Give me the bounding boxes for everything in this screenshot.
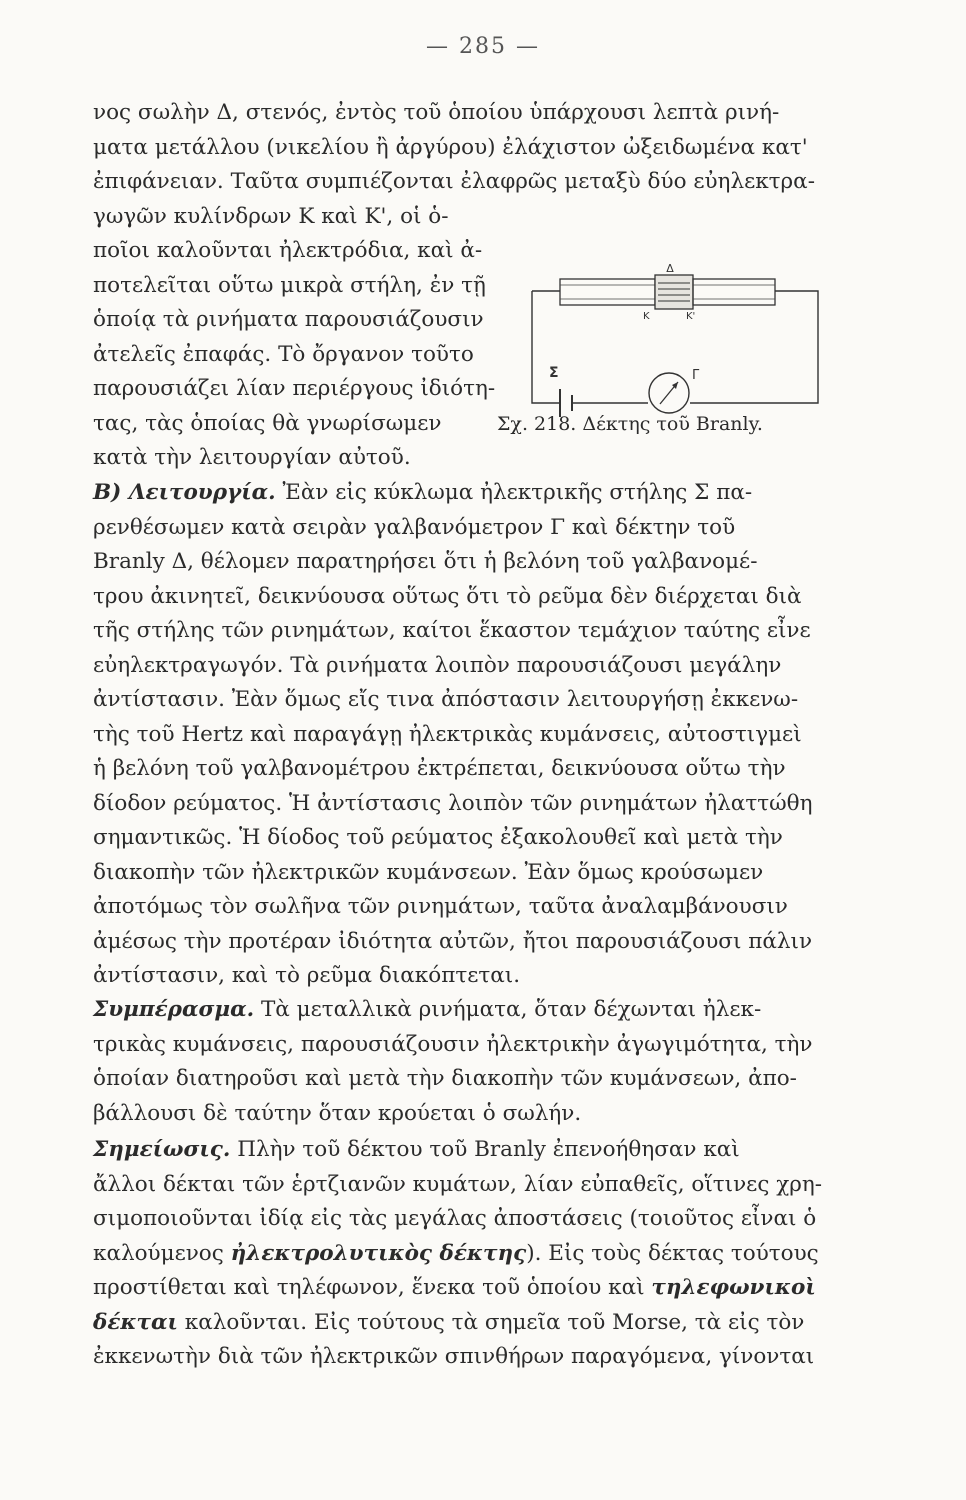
operation-paragraph	[93, 476, 843, 994]
text-span: καλοῦνται. Εἰς τούτους τὰ σημεῖα τοῦ Morse, τὰ εἰς τὸν	[177, 1309, 805, 1335]
text-line: νος σωλὴν Δ, στενός, ἐντὸς τοῦ ὁποίου ὑπάρχουσι λεπτὰ ρινή-	[93, 100, 780, 125]
page-number: — 285 —	[426, 34, 540, 59]
text-line: ἀποτόμως τὸν σωλῆνα τῶν ρινημάτων, ταῦτα ἀναλαμβάνουσιν	[93, 894, 788, 919]
text-line: ματα μετάλλου (νικελίου ἢ ἀργύρου) ἐλάχιστον ὠξειδωμένα κατ'	[93, 134, 808, 160]
text-line	[93, 993, 843, 1028]
text-span: Πλὴν τοῦ δέκτου τοῦ Branly ἐπενοήθησαν καὶ	[230, 1137, 740, 1162]
text-line	[93, 1271, 843, 1306]
text-span: Ἐὰν εἰς κύκλωμα ἠλεκτρικῆς στήλης Σ πα-	[275, 480, 753, 505]
text-line: παρουσιάζει λίαν περιέργους ἰδιότη-	[93, 376, 496, 401]
text-line	[93, 1133, 843, 1168]
text-line: ἀμέσως τὴν προτέραν ἰδιότητα αὐτῶν, ἤτοι παρουσιάζουσι πάλιν	[93, 928, 813, 954]
text-line: ποῖοι καλοῦνται ἠλεκτρόδια, καὶ ἀ-	[93, 238, 483, 263]
label-delta: Δ	[666, 262, 674, 275]
section-heading: Συμπέρασμα.	[93, 997, 255, 1022]
text-line: ἄλλοι δέκται τῶν ἑρτζιανῶν κυμάτων, λίαν εὐπαθεῖς, οἵτινες χρη-	[93, 1171, 823, 1197]
text-line: τας, τὰς ὁποίας θὰ γνωρίσωμεν	[93, 410, 442, 436]
text-line: γωγῶν κυλίνδρων Κ καὶ Κ', οἱ ὁ-	[93, 203, 449, 229]
text-line: ποτελεῖται οὕτω μικρὰ στήλη, ἐν τῇ	[93, 272, 486, 298]
text-line: εὐηλεκτραγωγόν. Τὰ ρινήματα λοιπὸν παρουσιάζουσι μεγάλην	[93, 652, 782, 678]
branly-receiver-figure	[520, 258, 820, 438]
term-receivers: δέκται	[93, 1309, 178, 1335]
label-sigma: Σ	[549, 365, 559, 381]
term-electrolytic-receiver: ἠλεκτρολυτικὸς δέκτης	[230, 1240, 527, 1266]
label-k-prime: Κ'	[686, 311, 696, 322]
label-gamma: Γ	[692, 368, 700, 383]
text-line: σημαντικῶς. Ἡ δίοδος τοῦ ρεύματος ἐξακολουθεῖ καὶ μετὰ τὴν	[93, 825, 783, 850]
figure-caption: Σχ. 218. Δέκτης τοῦ Branly.	[497, 413, 763, 435]
text-line: ὁποίᾳ τὰ ρινήματα παρουσιάζουσιν	[93, 307, 484, 332]
text-line: διακοπὴν τῶν ἠλεκτρικῶν κυμάνσεων. Ἐὰν ὅμως κρούσωμεν	[93, 859, 764, 885]
text-line: Branly Δ, θέλομεν παρατηρήσει ὅτι ἡ βελόνη τοῦ γαλβανομέ-	[93, 549, 758, 574]
text-line: ἀντίστασιν, καὶ τὸ ρεῦμα διακόπτεται.	[93, 963, 521, 988]
term-telephonic: τηλεφωνικοὶ	[651, 1275, 816, 1300]
section-heading: Σημείωσις.	[93, 1137, 231, 1162]
section-heading: Β) Λειτουργία.	[93, 480, 276, 505]
text-line: ἐπιφάνειαν. Ταῦτα συμπιέζονται ἐλαφρῶς μεταξὺ δύο εὐηλεκτρα-	[93, 169, 815, 194]
text-line: σιμοποιοῦνται ἰδίᾳ εἰς τὰς μεγάλας ἀποστάσεις (τοιοῦτος εἶναι ὁ	[93, 1206, 817, 1231]
electrode-k-prime	[693, 279, 775, 305]
label-k: Κ	[643, 311, 650, 322]
text-line: ὁποίαν διατηροῦσι καὶ μετὰ τὴν διακοπὴν τῶν κυμάνσεων, ἀπο-	[93, 1066, 797, 1091]
text-line	[93, 476, 843, 511]
text-line: κατὰ τὴν λειτουργίαν αὐτοῦ.	[93, 445, 411, 470]
text-line: τὴς τοῦ Hertz καὶ παραγάγῃ ἠλεκτρικὰς κυμάνσεις, αὐτοστιγμεὶ	[93, 721, 802, 747]
conclusion-paragraph	[93, 993, 843, 1131]
text-span: προστίθεται καὶ τηλέφωνον, ἕνεκα τοῦ ὁποίου καὶ	[93, 1275, 652, 1300]
circuit-wire	[690, 291, 818, 403]
text-line: ρενθέσωμεν κατὰ σειρὰν γαλβανόμετρον Γ καὶ δέκτην τοῦ	[93, 514, 736, 540]
text-line: ἀντίστασιν. Ἐὰν ὅμως εἴς τινα ἀπόστασιν λειτουργήσῃ ἐκκενω-	[93, 687, 799, 712]
text-line: δίοδον ρεύματος. Ἡ ἀντίστασις λοιπὸν τῶν ρινημάτων ἠλαττώθη	[93, 790, 813, 816]
circuit-wire	[532, 291, 560, 403]
text-line: ἐκκενωτὴν διὰ τῶν ἠλεκτρικῶν σπινθήρων παραγόμενα, γίνονται	[93, 1344, 815, 1369]
electrode-k	[560, 279, 655, 305]
text-line: τῆς στήλης τῶν ρινημάτων, καίτοι ἕκαστον τεμάχιον ταύτης εἶνε	[93, 618, 811, 643]
text-line: τρου ἀκινητεῖ, δεικνύουσα οὕτως ὅτι τὸ ρεῦμα δὲν διέρχεται διὰ	[93, 583, 802, 609]
text-line: τρικὰς κυμάνσεις, παρουσιάζουσιν ἠλεκτρικὴν ἀγωγιμότητα, τὴν	[93, 1031, 813, 1057]
filings-tube	[655, 275, 693, 309]
text-span: ). Εἰς τοὺς δέκτας τούτους	[526, 1240, 819, 1266]
text-span: καλούμενος	[93, 1240, 231, 1266]
text-line: ἡ βελόνη τοῦ γαλβανομέτρου ἐκτρέπεται, δεικνύουσα οὕτω τὴν	[93, 756, 786, 781]
text-line	[93, 1306, 843, 1341]
note-paragraph	[93, 1133, 843, 1375]
text-span: Τὰ μεταλλικὰ ρινήματα, ὅταν δέχωνται ἠλεκ-	[254, 997, 762, 1022]
text-line	[93, 1237, 843, 1272]
text-line: βάλλουσι δὲ ταύτην ὅταν κρούεται ὁ σωλήν.	[93, 1100, 582, 1126]
text-line: ἀτελεῖς ἐπαφάς. Τὸ ὄργανον τοῦτο	[93, 341, 474, 367]
